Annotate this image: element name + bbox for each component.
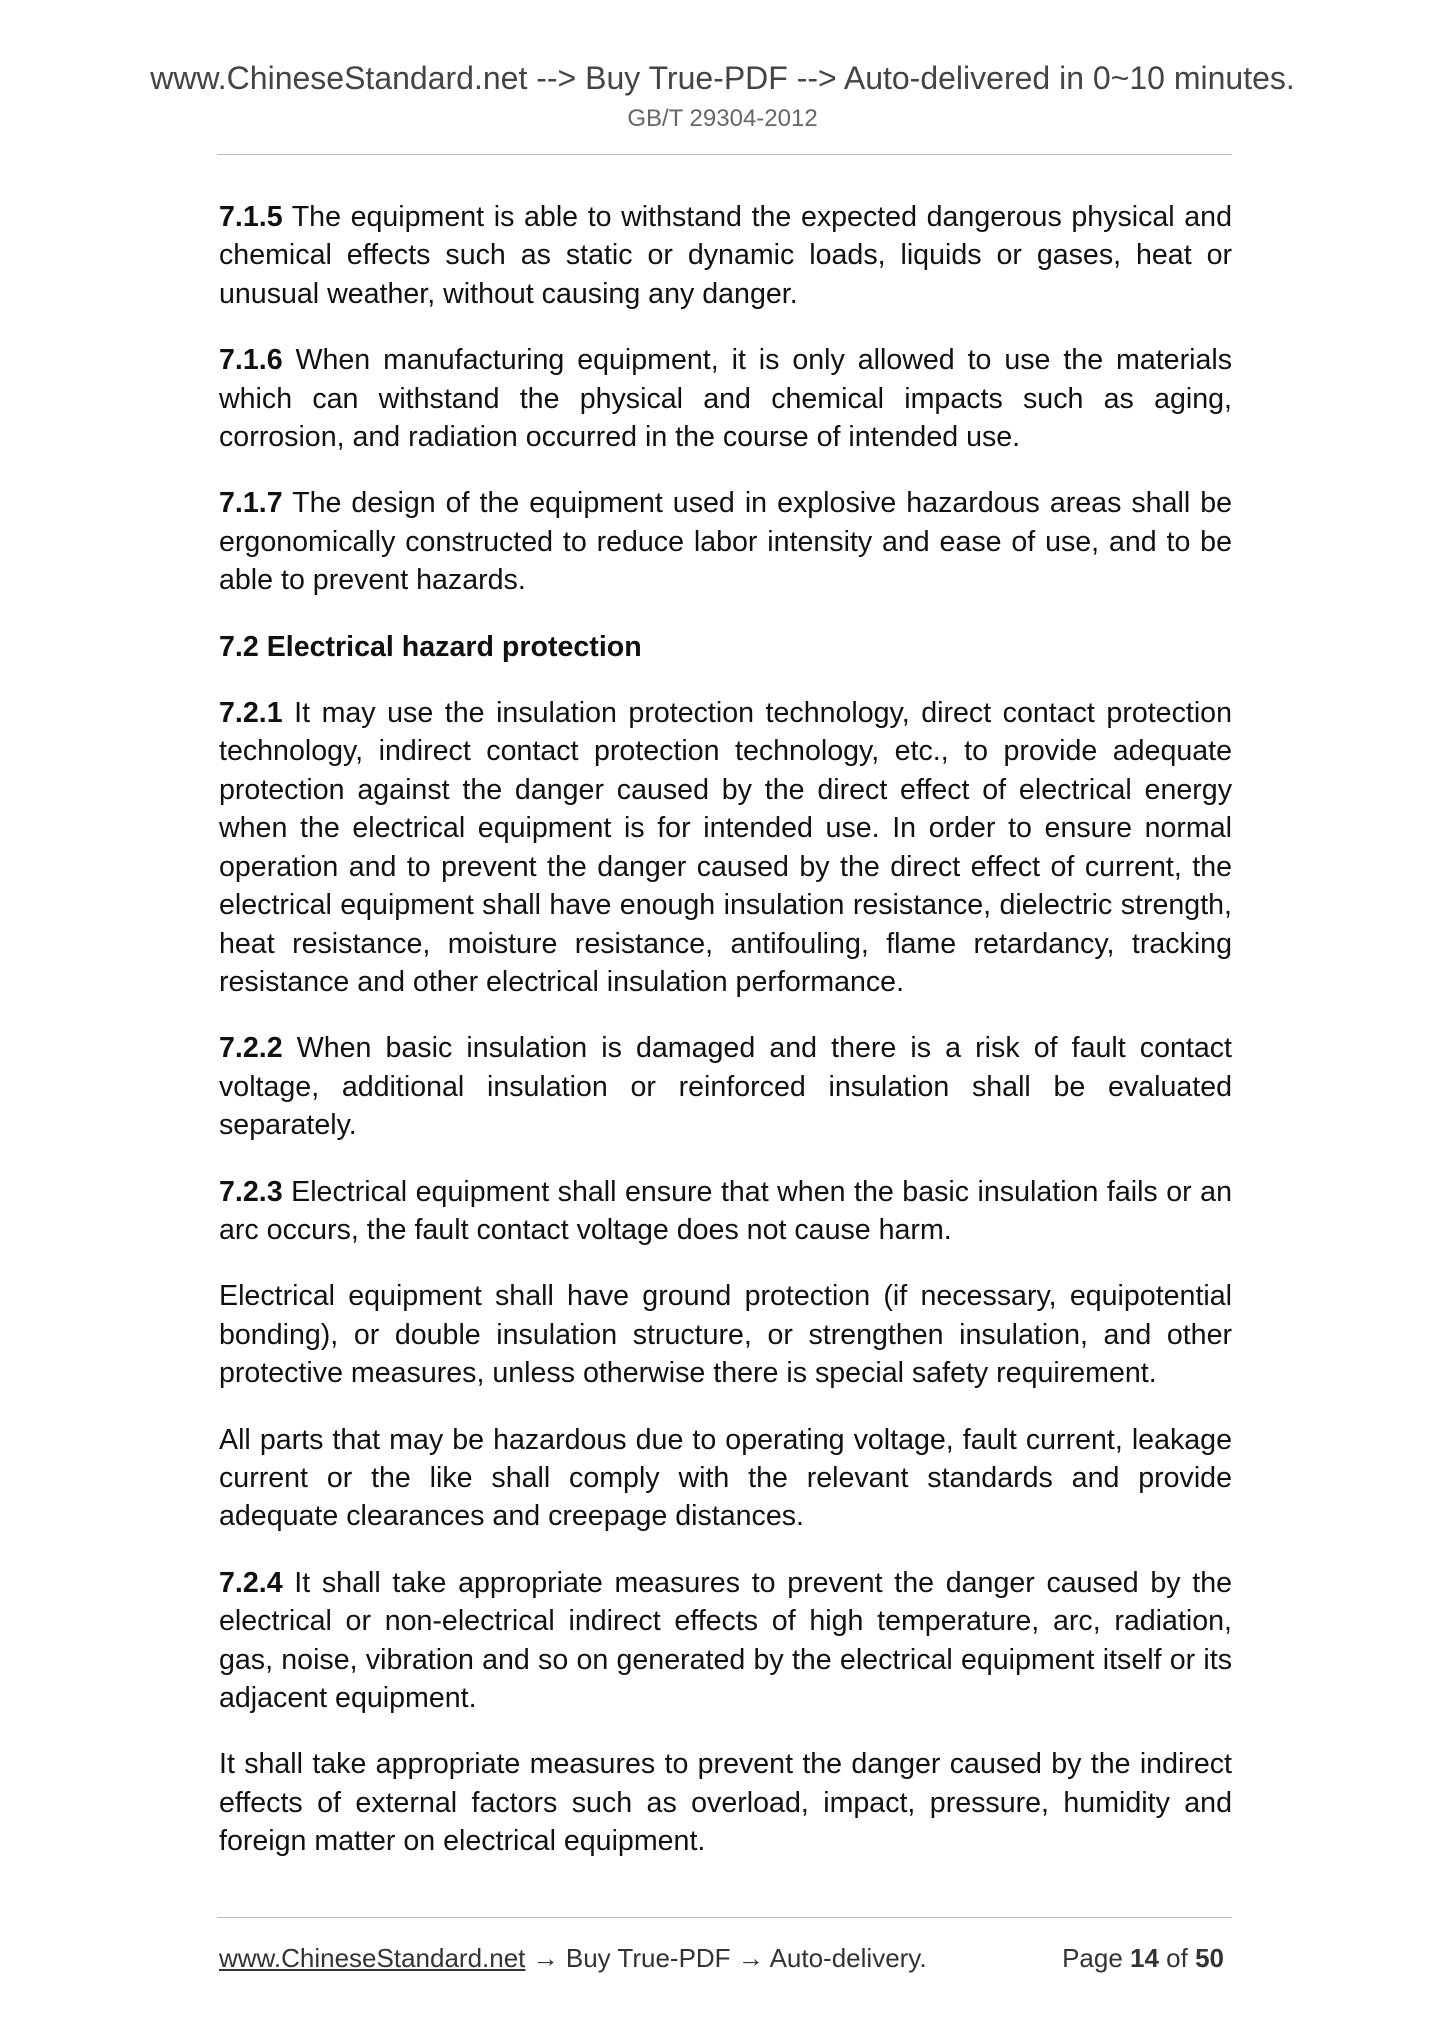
clause-7-2-3-paragraph-3: All parts that may be hazardous due to operating voltage, fault current, leakage current or the like shall comply with the relevant standards and provide adequate clearances and creepage distances.: [219, 1423, 1232, 1533]
page-of-label: of: [1158, 1943, 1196, 1973]
clause-7-2-4-paragraph-2: It shall take appropriate measures to prevent the danger caused by the indirect effects of external factors such as overload, impact, pressure, humidity and foreign matter on electrical equipment.: [219, 1748, 1232, 1858]
clause-text: The equipment is able to withstand the expected dangerous physical and chemical effects such as static or dynamic loads, liquids or gases, heat or unusual weather, without causing any danger.: [219, 201, 1232, 310]
clause-7-1-6: [219, 341, 1232, 456]
clause-text: When manufacturing equipment, it is only allowed to use the materials which can withstand the physical and chemical impacts such as aging, corrosion, and radiation occurred in the course of intended use.: [219, 344, 1232, 454]
clause-7-2-3-paragraph-2: Electrical equipment shall have ground protection (if necessary, equipotential bonding), or double insulation structure, or strengthen insulation, and other protective measures, unless otherwise there is special safety requirement.: [219, 1280, 1232, 1390]
clause-7-1-5: [219, 198, 1232, 313]
page-label: Page: [1062, 1943, 1131, 1973]
page-footer: [219, 1938, 1232, 1978]
clause-7-1-7: [219, 484, 1232, 599]
footer-website-link[interactable]: www.ChineseStandard.net: [219, 1943, 526, 1973]
section-heading-7-2: 7.2 Electrical hazard protection: [219, 630, 642, 663]
footer-divider: [217, 1917, 1232, 1918]
footer-tail-text: → Buy True-PDF → Auto-delivery.: [525, 1943, 927, 1973]
clause-number: 7.2.4: [219, 1566, 283, 1599]
clause-text: When basic insulation is damaged and there is a risk of fault contact voltage, additional insulation or reinforced insulation shall be evaluated separately.: [219, 1032, 1232, 1142]
clause-number: 7.1.6: [219, 344, 283, 377]
clause-number: 7.2.2: [219, 1032, 283, 1065]
clause-number: 7.2.3: [219, 1175, 283, 1208]
clause-number: 7.1.5: [219, 201, 283, 233]
clause-number: 7.2.1: [219, 697, 283, 730]
clause-text: Electrical equipment shall ensure that when the basic insulation fails or an arc occurs, the fault contact voltage does not cause harm.: [219, 1175, 1232, 1246]
clause-text: It may use the insulation protection technology, direct contact protection technology, indirect contact protection technology, etc., to provide adequate protection against the danger caused by the direct effect of electrical energy when the electrical equipment is for intended use. In order to ensure normal operation and to prevent the danger caused by the direct effect of current, the electrical equipment shall have enough insulation resistance, dielectric strength, heat resistance, moisture resistance, antifouling, flame retardancy, tracking resistance and other electrical insulation performance.: [219, 697, 1232, 998]
clause-7-2-4: [219, 1564, 1232, 1718]
clause-text: It shall take appropriate measures to prevent the danger caused by the electrical or non-electrical indirect effects of high temperature, arc, radiation, gas, noise, vibration and so on generated by the electrical equipment itself or its adjacent equipment.: [219, 1566, 1232, 1714]
clause-7-2-1: [219, 694, 1232, 1001]
header-divider: [217, 154, 1232, 155]
clause-number: 7.1.7: [219, 487, 283, 520]
clause-text: The design of the equipment used in explosive hazardous areas shall be ergonomically constructed to reduce labor intensity and ease of use, and to be able to prevent hazards.: [219, 487, 1232, 597]
clause-7-2-2: [219, 1029, 1232, 1144]
page-indicator: [1062, 1938, 1224, 1978]
footer-promo: [219, 1938, 927, 1978]
header-banner: www.ChineseStandard.net --> Buy True-PDF --> Auto-delivered in 0~10 minutes.: [150, 60, 1295, 96]
standard-code: GB/T 29304-2012: [627, 105, 818, 132]
page-total: 50: [1195, 1943, 1224, 1973]
document-body: [219, 198, 1232, 1889]
page-current: 14: [1130, 1943, 1159, 1973]
clause-7-2-3: [219, 1173, 1232, 1250]
